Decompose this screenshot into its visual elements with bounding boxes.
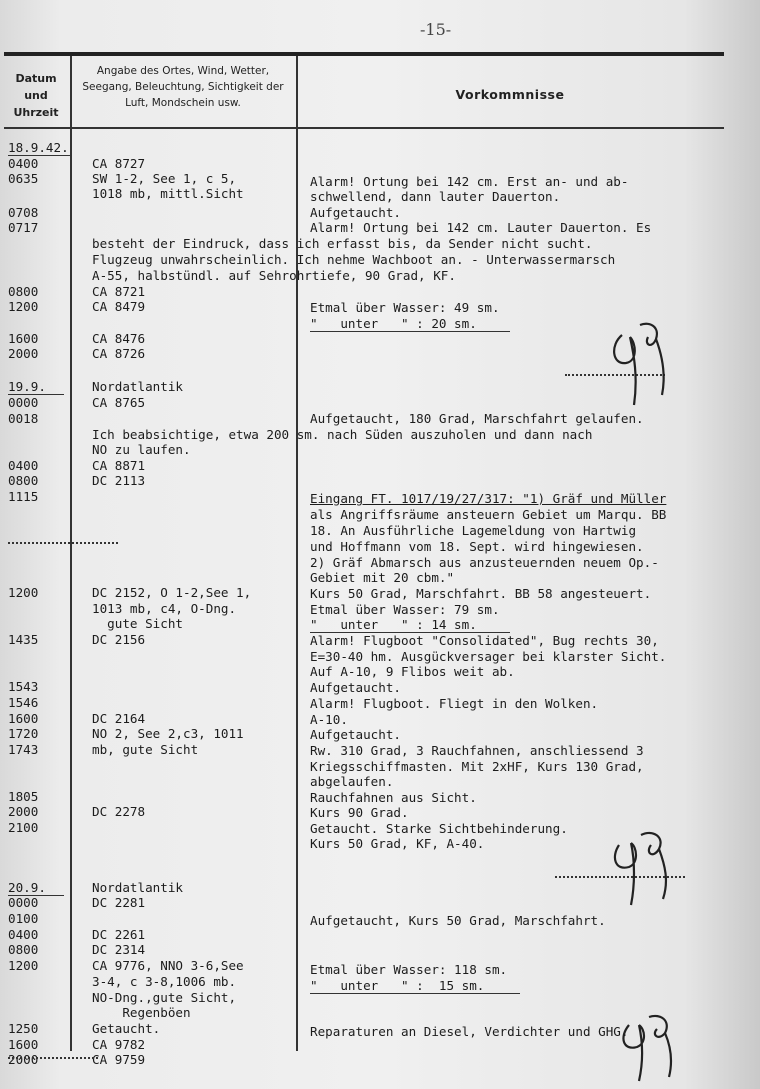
sea-area: Nordatlantik <box>92 880 183 895</box>
header-rule <box>4 127 724 129</box>
event: Rauchfahnen aus Sicht. <box>310 790 477 805</box>
weather: DC 2152, O 1-2,See 1, <box>92 585 252 600</box>
event: " unter " : 20 sm. <box>310 316 477 331</box>
time: 1546 <box>8 695 39 710</box>
event: Auf A-10, 9 Flibos weit ab. <box>310 664 515 679</box>
time: 1805 <box>8 789 39 804</box>
event: 18. An Ausführliche Lagemeldung von Hartwig <box>310 523 637 538</box>
sea-area: Nordatlantik <box>92 379 183 394</box>
event: abgelaufen. <box>310 774 394 789</box>
position: CA 9782 <box>92 1037 146 1052</box>
time: 1600 <box>8 1037 39 1052</box>
event: Aufgetaucht, 180 Grad, Marschfahrt gelaufen. <box>310 411 644 426</box>
event-wide: NO zu laufen. <box>92 442 191 457</box>
event: als Angriffsräume ansteuern Gebiet um Marqu. BB <box>310 507 667 522</box>
date-18-9: 18.9.42. <box>8 140 69 155</box>
event: A-10. <box>310 712 348 727</box>
time: 1250 <box>8 1021 39 1036</box>
weather: 1013 mb, c4, O-Dng. <box>92 601 237 616</box>
time: 0708 <box>8 205 39 220</box>
weather: CA 9776, NNO 3-6,See <box>92 958 244 973</box>
time: 0000 <box>8 895 39 910</box>
time: 0400 <box>8 156 39 171</box>
dotted-separator <box>8 1057 98 1059</box>
position: CA 8727 <box>92 156 146 171</box>
weather: 1018 mb, mittl.Sicht <box>92 186 244 201</box>
top-rule <box>4 52 724 56</box>
time: 1115 <box>8 489 39 504</box>
weather: SW 1-2, See 1, c 5, <box>92 171 237 186</box>
event: Gebiet mit 20 cbm." <box>310 570 455 585</box>
underline <box>310 331 510 332</box>
time: 2000 <box>8 1052 39 1067</box>
time: 2000 <box>8 804 39 819</box>
time: 2100 <box>8 820 39 835</box>
time: 1600 <box>8 331 39 346</box>
weather: NO 2, See 2,c3, 1011 <box>92 726 244 741</box>
time: 1200 <box>8 585 39 600</box>
position: CA 8765 <box>92 395 146 410</box>
event: 2) Gräf Abmarsch aus anzusteuernden neuem Op.- <box>310 555 659 570</box>
weather: mb, gute Sicht <box>92 742 199 757</box>
event: Kurs 90 Grad. <box>310 805 409 820</box>
event: Reparaturen an Diesel, Verdichter und GHG. <box>310 1024 629 1039</box>
time: 0800 <box>8 284 39 299</box>
header-events: Vorkommnisse <box>455 87 565 102</box>
position: DC 2278 <box>92 804 146 819</box>
weather: NO-Dng.,gute Sicht, <box>92 990 237 1005</box>
time: 1720 <box>8 726 39 741</box>
position: DC 2281 <box>92 895 146 910</box>
signature-3-icon <box>615 1005 685 1085</box>
time: 0400 <box>8 927 39 942</box>
event: Etmal über Wasser: 79 sm. <box>310 602 500 617</box>
time: 0400 <box>8 458 39 473</box>
position: DC 2156 <box>92 632 146 647</box>
event: Etmal über Wasser: 49 sm. <box>310 300 500 315</box>
position: DC 2314 <box>92 942 146 957</box>
position: DC 2261 <box>92 927 146 942</box>
position: CA 9759 <box>92 1052 146 1067</box>
event-wide: Ich beabsichtige, etwa 200 sm. nach Süden auszuholen und dann nach <box>92 427 593 442</box>
column-divider-1 <box>70 56 72 1051</box>
event: E=30-40 hm. Ausgückversager bei klarster Sicht. <box>310 649 667 664</box>
position: DC 2113 <box>92 473 146 488</box>
event: Getaucht. Starke Sichtbehinderung. <box>310 821 568 836</box>
time: 2000 <box>8 346 39 361</box>
event: Kriegsschiffmasten. Mit 2xHF, Kurs 130 Grad, <box>310 759 644 774</box>
time: 1200 <box>8 299 39 314</box>
signature-1-icon <box>600 315 680 410</box>
time: 0800 <box>8 473 39 488</box>
event-wide: Flugzeug unwahrscheinlich. Ich nehme Wachboot an. - Unterwassermarsch <box>92 252 616 267</box>
time: 0018 <box>8 411 39 426</box>
event: und Hoffmann vom 18. Sept. wird hingewiesen. <box>310 539 644 554</box>
time: 1600 <box>8 711 39 726</box>
weather: 3-4, c 3-8,1006 mb. <box>92 974 237 989</box>
time: 0635 <box>8 171 39 186</box>
signature-2-icon <box>605 815 685 910</box>
event: Rw. 310 Grad, 3 Rauchfahnen, anschliessend 3 <box>310 743 644 758</box>
page-number: -15- <box>420 20 452 39</box>
event-wide: A-55, halbstündl. auf Sehrohrtiefe, 90 Grad, KF. <box>92 268 456 283</box>
time: 1435 <box>8 632 39 647</box>
position: CA 8479 <box>92 299 146 314</box>
event: Alarm! Ortung bei 142 cm. Lauter Dauerton. Es <box>310 220 652 235</box>
header-date-time: Datum und Uhrzeit <box>13 72 59 119</box>
event: Etmal über Wasser: 118 sm. <box>310 962 508 977</box>
time: 0000 <box>8 395 39 410</box>
date-19-9: 19.9. <box>8 379 46 394</box>
event: Aufgetaucht. <box>310 680 401 695</box>
position: CA 8871 <box>92 458 146 473</box>
time: 1743 <box>8 742 39 757</box>
position: CA 8721 <box>92 284 146 299</box>
weather: gute Sicht <box>92 616 183 631</box>
event: Kurs 50 Grad, Marschfahrt. BB 58 angesteuert. <box>310 586 652 601</box>
position: DC 2164 <box>92 711 146 726</box>
status: Getaucht. <box>92 1021 161 1036</box>
header-location-weather: Angabe des Ortes, Wind, Wetter, Seegang, Beleuchtung, Sichtigkeit der Luft, Mondschein usw. <box>82 65 284 109</box>
event: Kurs 50 Grad, KF, A-40. <box>310 836 485 851</box>
event: " unter " : 15 sm. <box>310 978 485 993</box>
event: Aufgetaucht, Kurs 50 Grad, Marschfahrt. <box>310 913 606 928</box>
event: Alarm! Ortung bei 142 cm. Erst an- und ab- <box>310 174 629 189</box>
time: 0100 <box>8 911 39 926</box>
position: CA 8726 <box>92 346 146 361</box>
weather: Regenböen <box>92 1005 191 1020</box>
time: 0717 <box>8 220 39 235</box>
time: 1200 <box>8 958 39 973</box>
date-20-9: 20.9. <box>8 880 46 895</box>
time: 1543 <box>8 679 39 694</box>
event: Alarm! Flugboot. Fliegt in den Wolken. <box>310 696 599 711</box>
event: " unter " : 14 sm. <box>310 617 477 632</box>
position: CA 8476 <box>92 331 146 346</box>
time: 0800 <box>8 942 39 957</box>
event: Aufgetaucht. <box>310 727 401 742</box>
underline <box>310 993 520 994</box>
event: Eingang FT. 1017/19/27/317: "1) Gräf und Müller <box>310 491 667 506</box>
event: Alarm! Flugboot "Consolidated", Bug rechts 30, <box>310 633 659 648</box>
event: Aufgetaucht. <box>310 205 401 220</box>
column-divider-2 <box>296 56 298 1051</box>
dotted-separator <box>8 542 118 544</box>
event: schwellend, dann lauter Dauerton. <box>310 189 561 204</box>
event-wide: besteht der Eindruck, dass ich erfasst bis, da Sender nicht sucht. <box>92 236 593 251</box>
